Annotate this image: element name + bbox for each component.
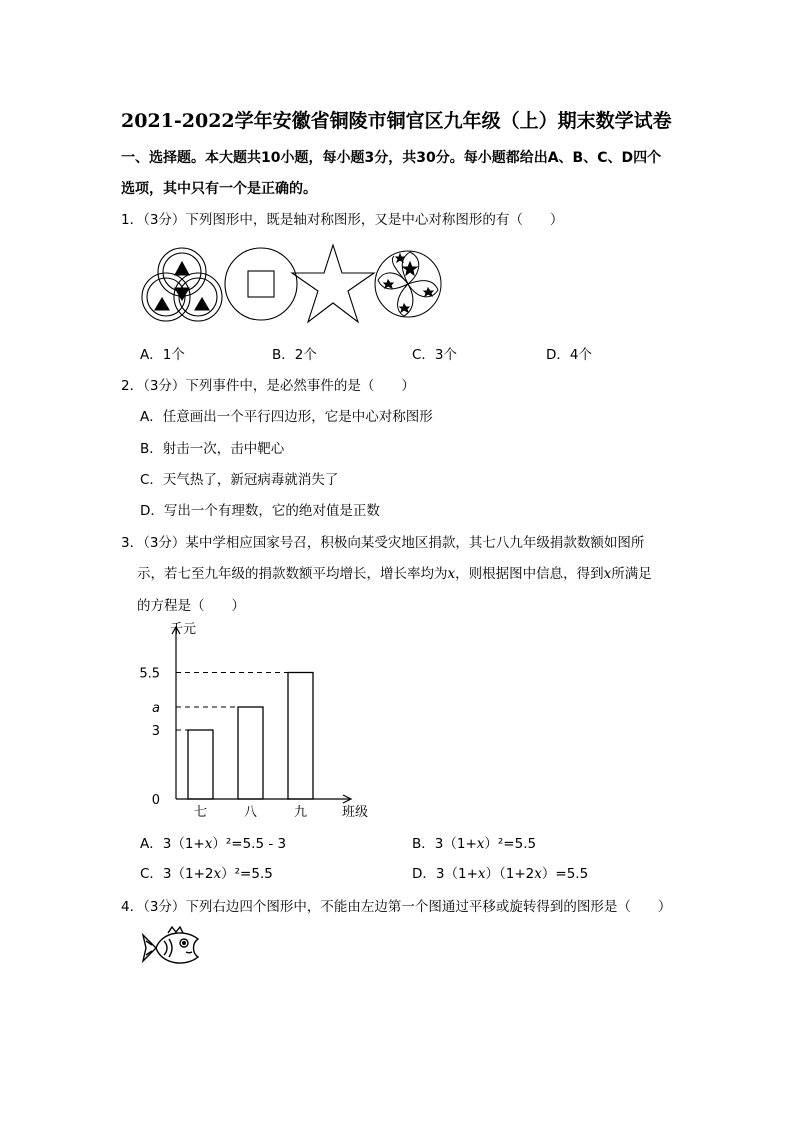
- q2-option-d: D．写出一个有理数，它的绝对值是正数: [140, 503, 380, 519]
- question-3-line1: 3．（3分）某中学相应国家号召，积极向某受灾地区捐款，其七八九年级捐款数额如图所: [121, 535, 645, 551]
- trefoil-triangles-figure: [142, 248, 222, 321]
- donation-bar-chart: [130, 618, 390, 823]
- y-tick-label: a: [152, 701, 160, 716]
- x-axis-label: 班级: [342, 805, 369, 820]
- q1-option-a: A．1个: [140, 347, 185, 363]
- q1-option-b: B．2个: [272, 347, 317, 363]
- q2-option-b: B．射击一次，击中靶心: [140, 441, 285, 457]
- section-heading-line1: 一、选择题。本大题共10小题，每小题3分，共30分。每小题都给出A、B、C、D四个: [121, 150, 662, 166]
- question-2-stem: 2．（3分）下列事件中，是必然事件的是（ ）: [121, 378, 415, 394]
- q2-option-c: C．天气热了，新冠病毒就消失了: [140, 472, 339, 488]
- question-3-line2: 示，若七至九年级的捐款数额平均增长，增长率均为x，则根据图中信息，得到x所满足: [137, 566, 652, 582]
- bar-2: [238, 707, 263, 799]
- bar-3: [288, 673, 313, 800]
- y-tick-label: 3: [151, 724, 160, 739]
- x-category-label: 七: [193, 805, 208, 820]
- x-category-label: 八: [243, 805, 258, 820]
- x-category-label: 九: [293, 805, 308, 820]
- section-heading-line2: 选项，其中只有一个是正确的。: [121, 181, 317, 197]
- q3-option-c: C．3（1+2x）²=5.5: [140, 866, 273, 882]
- bauhinia-figure: [375, 251, 441, 317]
- question-1-figures: [138, 240, 448, 330]
- y-axis-label: 千元: [170, 622, 197, 637]
- q1-option-c: C．3个: [412, 347, 458, 363]
- star-figure: [292, 245, 374, 322]
- fish-figure: [138, 923, 208, 973]
- question-1-stem: 1．（3分）下列图形中，既是轴对称图形，又是中心对称图形的有（ ）: [121, 212, 564, 228]
- circle-square-figure: [225, 248, 297, 320]
- y-tick-label: 5.5: [139, 666, 160, 682]
- q1-option-d: D．4个: [546, 347, 592, 363]
- q3-option-a: A．3（1+x）²=5.5 - 3: [140, 836, 287, 852]
- y-tick-label: 0: [151, 793, 160, 808]
- question-3-line3: 的方程是（ ）: [137, 598, 245, 614]
- q3-option-d: D．3（1+x）（1+2x）=5.5: [412, 866, 589, 882]
- q3-option-b: B．3（1+x）²=5.5: [412, 836, 537, 852]
- q2-option-a: A．任意画出一个平行四边形，它是中心对称图形: [140, 409, 433, 425]
- question-4-stem: 4．（3分）下列右边四个图形中，不能由左边第一个图通过平移或旋转得到的图形是（ ）: [121, 899, 672, 915]
- bar-1: [188, 730, 213, 799]
- page-title: 2021-2022学年安徽省铜陵市铜官区九年级（上）期末数学试卷: [121, 110, 672, 132]
